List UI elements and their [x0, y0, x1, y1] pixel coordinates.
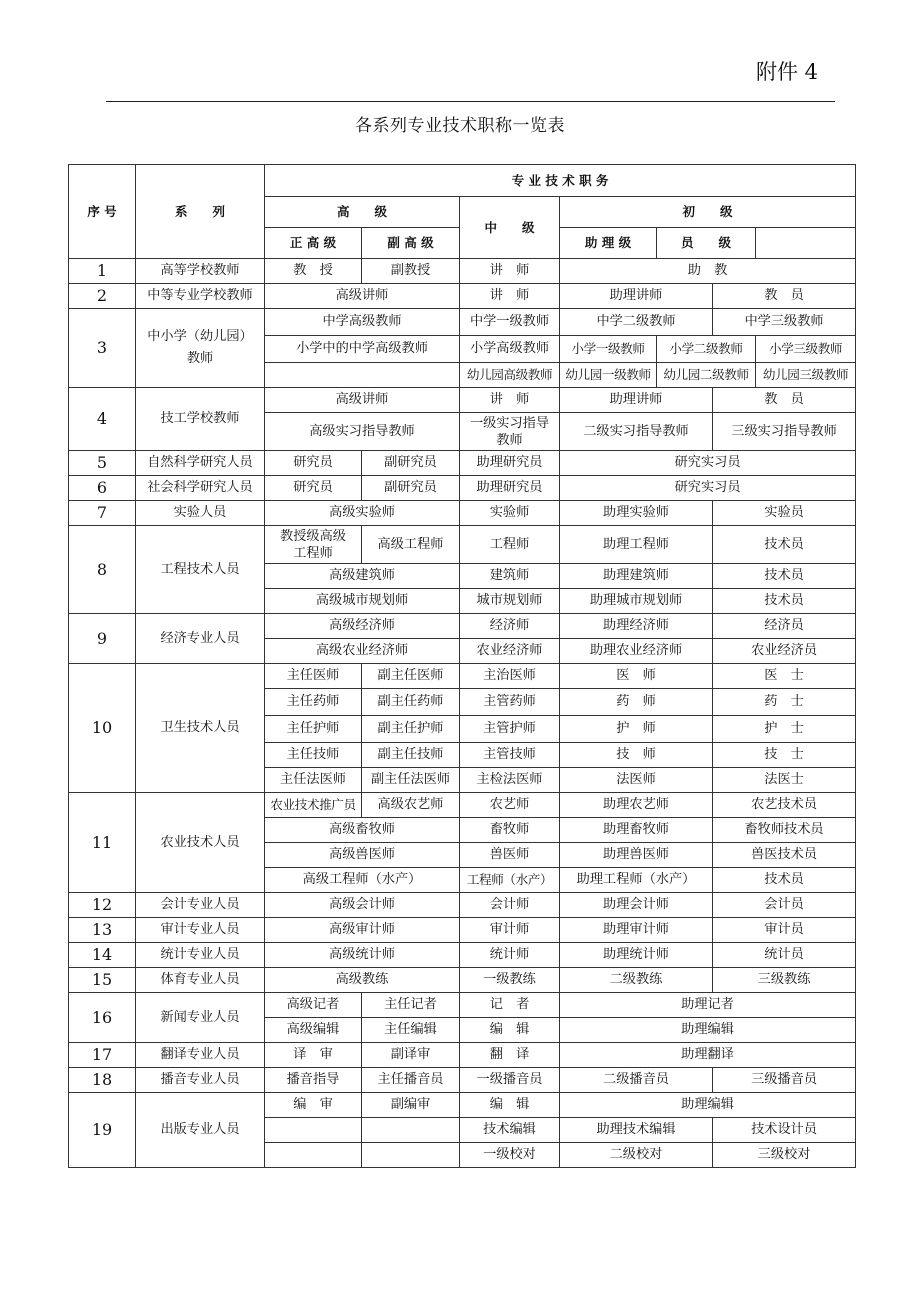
cell: 高级编辑 [265, 1018, 362, 1043]
table-row [69, 893, 856, 918]
cell: 高级统计师 [265, 943, 460, 968]
table-row [69, 388, 856, 413]
cell: 医 师 [560, 664, 713, 689]
cell: 高级工程师（水产） [265, 868, 460, 893]
cell: 中学高级教师 [265, 309, 460, 336]
cell: 记 者 [460, 993, 560, 1018]
row-number: 17 [69, 1043, 136, 1068]
cell: 助理经济师 [560, 614, 713, 639]
cell: 经济师 [460, 614, 560, 639]
cell: 中学二级教师 [560, 309, 713, 336]
row-series: 高等学校教师 [136, 259, 265, 284]
table-row [69, 1043, 856, 1068]
table-row [69, 993, 856, 1018]
cell: 助理畜牧师 [560, 818, 713, 843]
cell: 高级记者 [265, 993, 362, 1018]
cell: 助理审计师 [560, 918, 713, 943]
cell: 技术员 [713, 868, 856, 893]
header-middle: 中 级 [460, 197, 560, 259]
header-seq: 序 号 [69, 165, 136, 259]
cell: 高级城市规划师 [265, 589, 460, 614]
table-header-row [69, 165, 856, 197]
cell: 农艺师 [460, 793, 560, 818]
cell: 翻 译 [460, 1043, 560, 1068]
row-series: 自然科学研究人员 [136, 451, 265, 476]
cell: 高级会计师 [265, 893, 460, 918]
cell: 技 师 [560, 743, 713, 768]
row-series: 统计专业人员 [136, 943, 265, 968]
cell: 助理研究员 [460, 451, 560, 476]
row-number: 2 [69, 284, 136, 309]
cell: 助理建筑师 [560, 564, 713, 589]
cell: 副教授 [362, 259, 460, 284]
cell: 技术设计员 [713, 1118, 856, 1143]
row-number: 8 [69, 526, 136, 614]
row-number: 12 [69, 893, 136, 918]
cell: 主任技师 [265, 743, 362, 768]
page-title: 各系列专业技术职称一览表 [355, 116, 565, 136]
cell: 助理统计师 [560, 943, 713, 968]
cell: 中学三级教师 [713, 309, 856, 336]
cell: 助理城市规划师 [560, 589, 713, 614]
cell: 三级校对 [713, 1143, 856, 1168]
cell: 讲 师 [460, 259, 560, 284]
cell: 小学三级教师 [756, 336, 856, 363]
cell: 主任编辑 [362, 1018, 460, 1043]
cell: 助理编辑 [560, 1018, 856, 1043]
row-number: 15 [69, 968, 136, 993]
header-duties: 专 业 技 术 职 务 [265, 165, 856, 197]
cell: 编 辑 [460, 1018, 560, 1043]
row-series: 新闻专业人员 [136, 993, 265, 1043]
table-row [69, 918, 856, 943]
cell: 播音指导 [265, 1068, 362, 1093]
cell: 小学中的中学高级教师 [265, 336, 460, 363]
cell: 护 士 [713, 716, 856, 743]
cell: 一级播音员 [460, 1068, 560, 1093]
cell: 助 教 [560, 259, 856, 284]
row-number: 6 [69, 476, 136, 501]
row-series: 社会科学研究人员 [136, 476, 265, 501]
cell: 主管护师 [460, 716, 560, 743]
cell: 技 士 [713, 743, 856, 768]
table-row [69, 284, 856, 309]
cell: 会计师 [460, 893, 560, 918]
row-series: 中等专业学校教师 [136, 284, 265, 309]
table-row [69, 501, 856, 526]
cell: 农业经济师 [460, 639, 560, 664]
row-series: 中小学（幼儿园）教师 [136, 309, 265, 388]
cell: 审计员 [713, 918, 856, 943]
row-number: 1 [69, 259, 136, 284]
cell: 中学一级教师 [460, 309, 560, 336]
row-series: 播音专业人员 [136, 1068, 265, 1093]
header-full-senior: 正 高 级 [265, 228, 362, 259]
table-row [69, 614, 856, 639]
cell: 药 师 [560, 689, 713, 716]
cell: 一级教练 [460, 968, 560, 993]
header-senior: 高 级 [265, 197, 460, 228]
cell: 高级教练 [265, 968, 460, 993]
cell: 副主任医师 [362, 664, 460, 689]
cell: 主治医师 [460, 664, 560, 689]
cell: 高级畜牧师 [265, 818, 460, 843]
cell: 讲 师 [460, 388, 560, 413]
cell: 幼儿园一级教师 [560, 363, 657, 388]
row-number: 16 [69, 993, 136, 1043]
cell: 教授级高级工程师 [265, 526, 362, 564]
row-number: 13 [69, 918, 136, 943]
cell: 编 辑 [460, 1093, 560, 1118]
cell: 主管药师 [460, 689, 560, 716]
row-number: 11 [69, 793, 136, 893]
table-row [69, 1093, 856, 1118]
table-row [69, 526, 856, 564]
row-number: 10 [69, 664, 136, 793]
row-series: 卫生技术人员 [136, 664, 265, 793]
cell: 幼儿园二级教师 [657, 363, 756, 388]
cell: 助理实验师 [560, 501, 713, 526]
cell: 高级经济师 [265, 614, 460, 639]
row-series: 翻译专业人员 [136, 1043, 265, 1068]
cell: 法医师 [560, 768, 713, 793]
row-number: 19 [69, 1093, 136, 1168]
cell: 高级讲师 [265, 284, 460, 309]
cell: 畜牧师 [460, 818, 560, 843]
title-table [68, 164, 856, 1168]
cell: 译 审 [265, 1043, 362, 1068]
cell: 城市规划师 [460, 589, 560, 614]
cell: 助理工程师（水产） [560, 868, 713, 893]
cell: 技术员 [713, 564, 856, 589]
header-empty [756, 228, 856, 259]
cell: 二级教练 [560, 968, 713, 993]
cell: 主任护师 [265, 716, 362, 743]
cell: 法医士 [713, 768, 856, 793]
cell: 实验员 [713, 501, 856, 526]
cell: 医 士 [713, 664, 856, 689]
cell: 副主任护师 [362, 716, 460, 743]
cell: 护 师 [560, 716, 713, 743]
cell: 副主任法医师 [362, 768, 460, 793]
cell: 工程师（水产） [460, 868, 560, 893]
cell: 高级建筑师 [265, 564, 460, 589]
cell: 实验师 [460, 501, 560, 526]
cell: 一级校对 [460, 1143, 560, 1168]
cell: 统计员 [713, 943, 856, 968]
cell: 研究员 [265, 451, 362, 476]
cell: 兽医技术员 [713, 843, 856, 868]
cell: 农艺技术员 [713, 793, 856, 818]
cell: 工程师 [460, 526, 560, 564]
cell: 审计师 [460, 918, 560, 943]
cell: 助理研究员 [460, 476, 560, 501]
row-series: 审计专业人员 [136, 918, 265, 943]
cell: 讲 师 [460, 284, 560, 309]
cell: 畜牧师技术员 [713, 818, 856, 843]
header-deputy-senior: 副 高 级 [362, 228, 460, 259]
header-divider [106, 101, 835, 102]
cell: 助理农艺师 [560, 793, 713, 818]
cell: 助理讲师 [560, 388, 713, 413]
cell: 高级农业经济师 [265, 639, 460, 664]
cell: 副主任药师 [362, 689, 460, 716]
cell: 小学一级教师 [560, 336, 657, 363]
row-number: 3 [69, 309, 136, 388]
row-series: 农业技术人员 [136, 793, 265, 893]
cell: 副研究员 [362, 476, 460, 501]
table-row [69, 476, 856, 501]
cell: 主任记者 [362, 993, 460, 1018]
cell: 小学高级教师 [460, 336, 560, 363]
cell: 高级工程师 [362, 526, 460, 564]
cell: 小学二级教师 [657, 336, 756, 363]
cell-empty [265, 1143, 362, 1168]
cell: 兽医师 [460, 843, 560, 868]
cell: 高级实习指导教师 [265, 413, 460, 451]
row-number: 7 [69, 501, 136, 526]
cell: 研究员 [265, 476, 362, 501]
cell: 农业经济员 [713, 639, 856, 664]
cell: 主管技师 [460, 743, 560, 768]
cell: 建筑师 [460, 564, 560, 589]
cell: 高级讲师 [265, 388, 460, 413]
cell: 二级校对 [560, 1143, 713, 1168]
cell: 副译审 [362, 1043, 460, 1068]
cell: 主任药师 [265, 689, 362, 716]
cell: 教 员 [713, 388, 856, 413]
cell: 二级实习指导教师 [560, 413, 713, 451]
cell: 高级实验师 [265, 501, 460, 526]
cell: 统计师 [460, 943, 560, 968]
cell: 研究实习员 [560, 476, 856, 501]
table-row [69, 943, 856, 968]
cell: 幼儿园三级教师 [756, 363, 856, 388]
row-series: 经济专业人员 [136, 614, 265, 664]
cell: 助理兽医师 [560, 843, 713, 868]
header-assistant: 助 理 级 [560, 228, 657, 259]
cell: 技术员 [713, 589, 856, 614]
cell: 教 员 [713, 284, 856, 309]
cell: 教 授 [265, 259, 362, 284]
row-series: 实验人员 [136, 501, 265, 526]
cell: 高级审计师 [265, 918, 460, 943]
table-row [69, 1068, 856, 1093]
row-number: 9 [69, 614, 136, 664]
cell: 助理会计师 [560, 893, 713, 918]
cell: 经济员 [713, 614, 856, 639]
cell: 会计员 [713, 893, 856, 918]
row-series: 体育专业人员 [136, 968, 265, 993]
table-row [69, 259, 856, 284]
header-junior: 初 级 [560, 197, 856, 228]
cell: 三级教练 [713, 968, 856, 993]
cell: 编 审 [265, 1093, 362, 1118]
row-number: 18 [69, 1068, 136, 1093]
cell: 药 士 [713, 689, 856, 716]
cell: 高级农艺师 [362, 793, 460, 818]
table-row [69, 451, 856, 476]
cell: 农业技术推广员 [265, 793, 362, 818]
cell: 幼儿园高级教师 [460, 363, 560, 388]
cell: 助理农业经济师 [560, 639, 713, 664]
row-number: 14 [69, 943, 136, 968]
cell: 主任播音员 [362, 1068, 460, 1093]
table-row [69, 309, 856, 336]
cell: 高级兽医师 [265, 843, 460, 868]
cell: 三级实习指导教师 [713, 413, 856, 451]
cell: 助理讲师 [560, 284, 713, 309]
row-series: 出版专业人员 [136, 1093, 265, 1168]
row-number: 5 [69, 451, 136, 476]
table-row [69, 968, 856, 993]
cell: 技术编辑 [460, 1118, 560, 1143]
row-series: 技工学校教师 [136, 388, 265, 451]
cell-empty [362, 1118, 460, 1143]
cell: 助理工程师 [560, 526, 713, 564]
header-staff: 员 级 [657, 228, 756, 259]
row-series: 会计专业人员 [136, 893, 265, 918]
cell: 副研究员 [362, 451, 460, 476]
cell: 助理编辑 [560, 1093, 856, 1118]
cell: 助理翻译 [560, 1043, 856, 1068]
header-series: 系 列 [136, 165, 265, 259]
cell: 技术员 [713, 526, 856, 564]
attachment-label: 附件 4 [756, 60, 819, 84]
cell: 主任法医师 [265, 768, 362, 793]
table-row [69, 664, 856, 689]
cell: 副编审 [362, 1093, 460, 1118]
cell: 研究实习员 [560, 451, 856, 476]
row-number: 4 [69, 388, 136, 451]
cell: 一级实习指导教师 [460, 413, 560, 451]
table-row [69, 793, 856, 818]
cell: 三级播音员 [713, 1068, 856, 1093]
cell: 助理记者 [560, 993, 856, 1018]
cell: 助理技术编辑 [560, 1118, 713, 1143]
cell-empty [362, 1143, 460, 1168]
cell: 二级播音员 [560, 1068, 713, 1093]
cell-empty [265, 363, 460, 388]
cell: 主检法医师 [460, 768, 560, 793]
cell-empty [265, 1118, 362, 1143]
cell: 主任医师 [265, 664, 362, 689]
cell: 副主任技师 [362, 743, 460, 768]
row-series: 工程技术人员 [136, 526, 265, 614]
